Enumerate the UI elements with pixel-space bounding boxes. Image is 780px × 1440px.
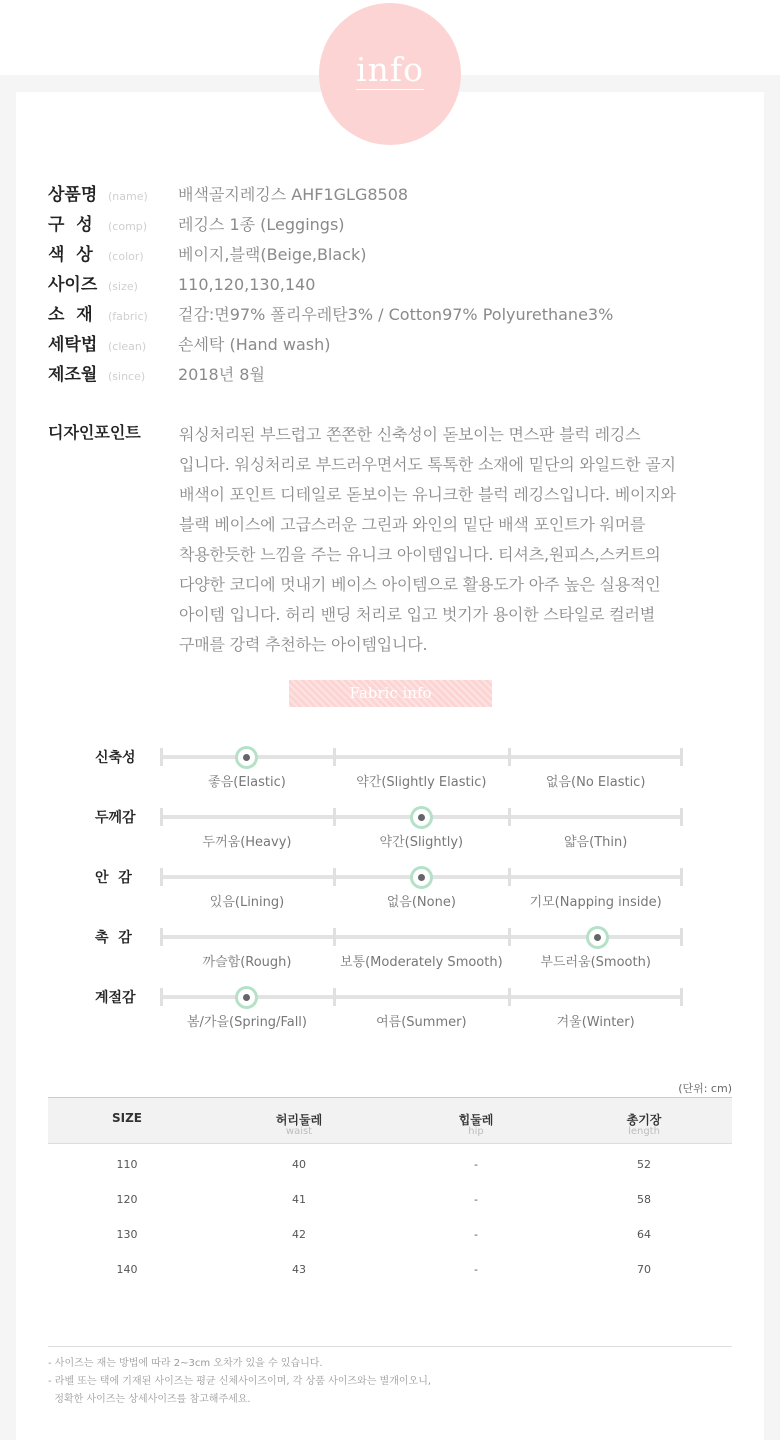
spec-sublabel: (name) <box>108 190 148 203</box>
fabric-selected-marker <box>586 926 609 949</box>
cell-hip: - <box>474 1158 478 1171</box>
fabric-scale-tick <box>680 808 683 826</box>
fabric-selected-marker <box>410 866 433 889</box>
fabric-scale-tick <box>333 868 336 886</box>
fabric-option-label: 겨울(Winter) <box>556 1015 635 1030</box>
notes-divider <box>48 1346 732 1347</box>
cell-hip: - <box>474 1193 478 1206</box>
spec-label: 구 성 <box>48 215 93 235</box>
spec-value: 110,120,130,140 <box>178 275 316 294</box>
spec-row-size <box>48 270 315 294</box>
spec-label: 소 재 <box>48 305 93 325</box>
spec-label: 세탁법 <box>48 335 98 355</box>
spec-sublabel: (comp) <box>108 220 148 233</box>
fabric-scale-tick <box>333 748 336 766</box>
cell-waist: 42 <box>292 1228 306 1241</box>
design-point-line: 다양한 코디에 멋내기 베이스 아이템으로 활용도가 아주 높은 실용적인 <box>179 575 661 594</box>
fabric-option-label: 두꺼움(Heavy) <box>202 835 292 850</box>
design-point-line: 구매를 강력 추천하는 아이템입니다. <box>179 635 428 654</box>
fabric-scale-tick <box>680 868 683 886</box>
note-text: - 사이즈는 재는 방법에 따라 2~3cm 오차가 있을 수 있습니다. <box>48 1358 323 1369</box>
header-hip-sub: hip <box>468 1126 484 1137</box>
size-unit: (단위: cm) <box>678 1082 732 1095</box>
cell-hip: - <box>474 1228 478 1241</box>
fabric-selected-marker <box>410 806 433 829</box>
spec-sublabel: (fabric) <box>108 310 148 323</box>
cell-waist: 41 <box>292 1193 306 1206</box>
fabric-option-label: 없음(None) <box>386 895 456 910</box>
design-point-line: 배색이 포인트 디테일로 돋보이는 유니크한 블럭 레깅스입니다. 베이지와 <box>179 485 676 504</box>
cell-length: 64 <box>637 1228 651 1241</box>
fabric-option-label: 여름(Summer) <box>376 1015 467 1030</box>
cell-hip: - <box>474 1263 478 1276</box>
fabric-row-label: 촉 감 <box>95 930 132 946</box>
fabric-scale-tick <box>160 988 163 1006</box>
cell-size: 120 <box>116 1193 138 1206</box>
spec-value: 겉감:면97% 폴리우레탄3% / Cotton97% Polyurethane3% <box>178 305 614 324</box>
header-waist: 허리둘레 <box>275 1113 323 1127</box>
cell-length: 52 <box>637 1158 651 1171</box>
header-waist-sub: waist <box>285 1126 313 1137</box>
header-length: 총기장 <box>626 1113 662 1127</box>
spec-label: 색 상 <box>48 245 93 265</box>
fabric-scale-tick <box>160 808 163 826</box>
fabric-option-label: 있음(Lining) <box>209 895 285 910</box>
info-title: info <box>356 50 424 89</box>
fabric-row-label: 계절감 <box>95 990 136 1006</box>
fabric-option-label: 약간(Slightly) <box>379 835 464 850</box>
spec-row-fabric <box>48 300 613 324</box>
spec-row-clean <box>48 330 331 354</box>
spec-sublabel: (size) <box>108 280 138 293</box>
note-text: 정확한 사이즈는 상세사이즈를 참고해주세요. <box>48 1394 251 1405</box>
spec-label: 제조월 <box>48 365 98 385</box>
spec-sublabel: (color) <box>108 250 144 263</box>
fabric-scale-tick <box>508 748 511 766</box>
fabric-scale-tick <box>333 808 336 826</box>
design-point-line: 아이템 입니다. 허리 밴딩 처리로 입고 벗기가 용이한 스타일로 컬러별 <box>179 605 656 624</box>
cell-size: 110 <box>116 1158 138 1171</box>
fabric-scale-tick <box>160 928 163 946</box>
spec-row-comp <box>48 210 345 234</box>
cell-size: 130 <box>116 1228 138 1241</box>
cell-size: 140 <box>116 1263 138 1276</box>
design-point-line: 워싱처리된 부드럽고 쫀쫀한 신축성이 돋보이는 면스판 블럭 레깅스 <box>179 425 641 444</box>
fabric-scale-tick <box>508 808 511 826</box>
design-point-label: 디자인포인트 <box>48 423 141 442</box>
fabric-scale-tick <box>680 928 683 946</box>
fabric-row-label: 두께감 <box>95 810 136 826</box>
fabric-scale-tick <box>508 928 511 946</box>
design-point-line: 착용한듯한 느낌을 주는 유니크 아이템입니다. 티셔츠,원피스,스커트의 <box>179 545 661 564</box>
fabric-option-label: 부드러움(Smooth) <box>540 955 651 970</box>
fabric-option-label: 얇음(Thin) <box>564 835 628 850</box>
design-point-text <box>179 420 749 660</box>
header-hip: 힙둘레 <box>458 1113 494 1127</box>
spec-value: 손세탁 (Hand wash) <box>178 335 331 354</box>
fabric-row-label: 신축성 <box>95 750 136 766</box>
spec-sublabel: (clean) <box>108 340 147 353</box>
spec-value: 배색골지레깅스 AHF1GLG8508 <box>178 185 409 204</box>
spec-row-color <box>48 240 367 264</box>
spec-sublabel: (since) <box>108 370 146 383</box>
fabric-selected-marker <box>235 746 258 769</box>
spec-label: 상품명 <box>48 185 98 205</box>
cell-length: 70 <box>637 1263 651 1276</box>
spec-value: 레깅스 1종 (Leggings) <box>178 215 345 234</box>
spec-label: 사이즈 <box>48 275 98 295</box>
spec-value: 2018년 8월 <box>178 365 265 384</box>
fabric-option-label: 보통(Moderately Smooth) <box>339 955 503 970</box>
fabric-info-title: Fabric info <box>349 684 432 702</box>
fabric-scale-tick <box>333 988 336 1006</box>
spec-value: 베이지,블랙(Beige,Black) <box>178 245 367 264</box>
note-text: - 라벨 또는 택에 기재된 사이즈는 평균 신체사이즈이며, 각 상품 사이즈와는 별개이오니, <box>48 1376 432 1387</box>
fabric-option-label: 봄/가을(Spring/Fall) <box>186 1015 307 1030</box>
header-length-sub: length <box>628 1126 660 1137</box>
fabric-row-label: 안 감 <box>95 870 132 886</box>
fabric-option-label: 기모(Napping inside) <box>529 895 662 910</box>
fabric-scale-tick <box>160 868 163 886</box>
cell-length: 58 <box>637 1193 651 1206</box>
design-point-line: 블랙 베이스에 고급스러운 그린과 와인의 밑단 배색 포인트가 워머를 <box>179 515 646 534</box>
fabric-scale-tick <box>508 868 511 886</box>
spec-row-since <box>48 360 265 384</box>
spec-row-name <box>48 180 408 204</box>
fabric-scale-tick <box>508 988 511 1006</box>
fabric-option-label: 약간(Slightly Elastic) <box>356 775 487 790</box>
fabric-scale-tick <box>680 748 683 766</box>
fabric-option-label: 없음(No Elastic) <box>545 775 646 790</box>
fabric-option-label: 좋음(Elastic) <box>208 775 286 790</box>
cell-waist: 43 <box>292 1263 306 1276</box>
cell-waist: 40 <box>292 1158 306 1171</box>
info-title-underline <box>356 89 424 90</box>
fabric-scale-tick <box>333 928 336 946</box>
fabric-selected-marker <box>235 986 258 1009</box>
fabric-option-label: 까슬함(Rough) <box>202 955 292 970</box>
fabric-scale-tick <box>680 988 683 1006</box>
header-size: SIZE <box>111 1111 142 1125</box>
fabric-scale-tick <box>160 748 163 766</box>
design-point-line: 입니다. 워싱처리로 부드러우면서도 톡톡한 소재에 밑단의 와일드한 골지 <box>179 455 676 474</box>
